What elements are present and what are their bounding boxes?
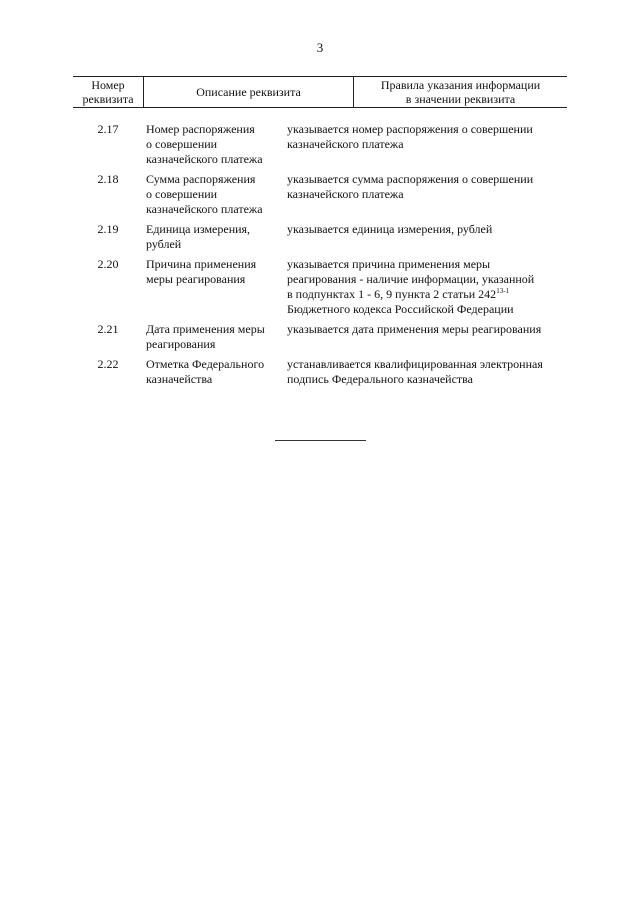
header-description: [144, 77, 354, 107]
row-rules-line: [287, 287, 567, 302]
row-description: [146, 222, 284, 252]
row-rules: [287, 122, 567, 167]
row-number: 2.22: [97, 357, 119, 371]
header-number-line-1: Номер: [91, 78, 125, 92]
table-row: [73, 222, 567, 252]
table-body: [73, 122, 567, 392]
row-description: [146, 172, 284, 217]
row-rules-line: подпись Федерального казначейства: [287, 372, 474, 386]
row-description: [146, 322, 284, 352]
header-rules-line-1: Правила указания информации: [380, 78, 541, 92]
row-rules-line: казначейского платежа: [287, 187, 404, 201]
row-number: 2.21: [97, 322, 119, 336]
table-header: [73, 76, 567, 108]
row-description: [146, 257, 284, 317]
table-row: [73, 322, 567, 352]
row-number: 2.18: [97, 172, 119, 186]
row-description: [146, 357, 284, 387]
row-rules-line: указывается единица измерения, рублей: [287, 222, 493, 236]
row-rules-line: указывается номер распоряжения о совершении: [287, 122, 533, 136]
requisites-table: [73, 76, 567, 386]
row-number: 2.19: [97, 222, 119, 236]
row-description-line: о совершении: [146, 137, 218, 151]
row-description-line: Номер распоряжения: [146, 122, 255, 136]
row-rules: [287, 322, 567, 352]
row-rules-line: казначейского платежа: [287, 137, 404, 151]
header-description-text: Описание реквизита: [196, 85, 301, 99]
table-row: [73, 172, 567, 217]
row-rules: [287, 172, 567, 217]
row-description-line: рублей: [146, 237, 182, 251]
row-rules-line: Бюджетного кодекса Российской Федерации: [287, 302, 514, 316]
header-number-line-2: реквизита: [82, 92, 134, 106]
row-rules-line: реагирования - наличие информации, указанной: [287, 272, 535, 286]
document-end-divider: [275, 440, 366, 441]
row-description-line: Дата применения меры: [146, 322, 265, 336]
row-description-line: Отметка Федерального: [146, 357, 265, 371]
row-rules-line: указывается сумма распоряжения о совершении: [287, 172, 534, 186]
row-description-line: меры реагирования: [146, 272, 246, 286]
row-description-line: казначейского платежа: [146, 152, 263, 166]
row-description-line: о совершении: [146, 187, 218, 201]
table-row: [73, 122, 567, 167]
row-rules-line: указывается причина применения меры: [287, 257, 491, 271]
row-description: [146, 122, 284, 167]
row-rules: [287, 357, 567, 387]
header-number: [73, 77, 144, 107]
row-number: 2.17: [97, 122, 119, 136]
row-rules-text: в подпунктах 1 - 6, 9 пункта 2 статьи 242: [287, 287, 497, 301]
row-rules-line: указывается дата применения меры реагирования: [287, 322, 542, 336]
row-description-line: Единица измерения,: [146, 222, 251, 236]
row-description-line: реагирования: [146, 337, 216, 351]
table-row: [73, 357, 567, 387]
row-description-line: Сумма распоряжения: [146, 172, 256, 186]
article-superscript: 13-1: [496, 287, 510, 295]
table-row: [73, 257, 567, 317]
row-rules: [287, 257, 567, 317]
header-rules: [354, 77, 567, 107]
row-description-line: казначейства: [146, 372, 213, 386]
row-rules: [287, 222, 567, 252]
row-description-line: Причина применения: [146, 257, 257, 271]
header-rules-line-2: в значении реквизита: [405, 92, 516, 106]
row-number: 2.20: [97, 257, 119, 271]
row-rules-line: устанавливается квалифицированная электронная: [287, 357, 543, 371]
page-number: 3: [316, 40, 324, 55]
row-description-line: казначейского платежа: [146, 202, 263, 216]
